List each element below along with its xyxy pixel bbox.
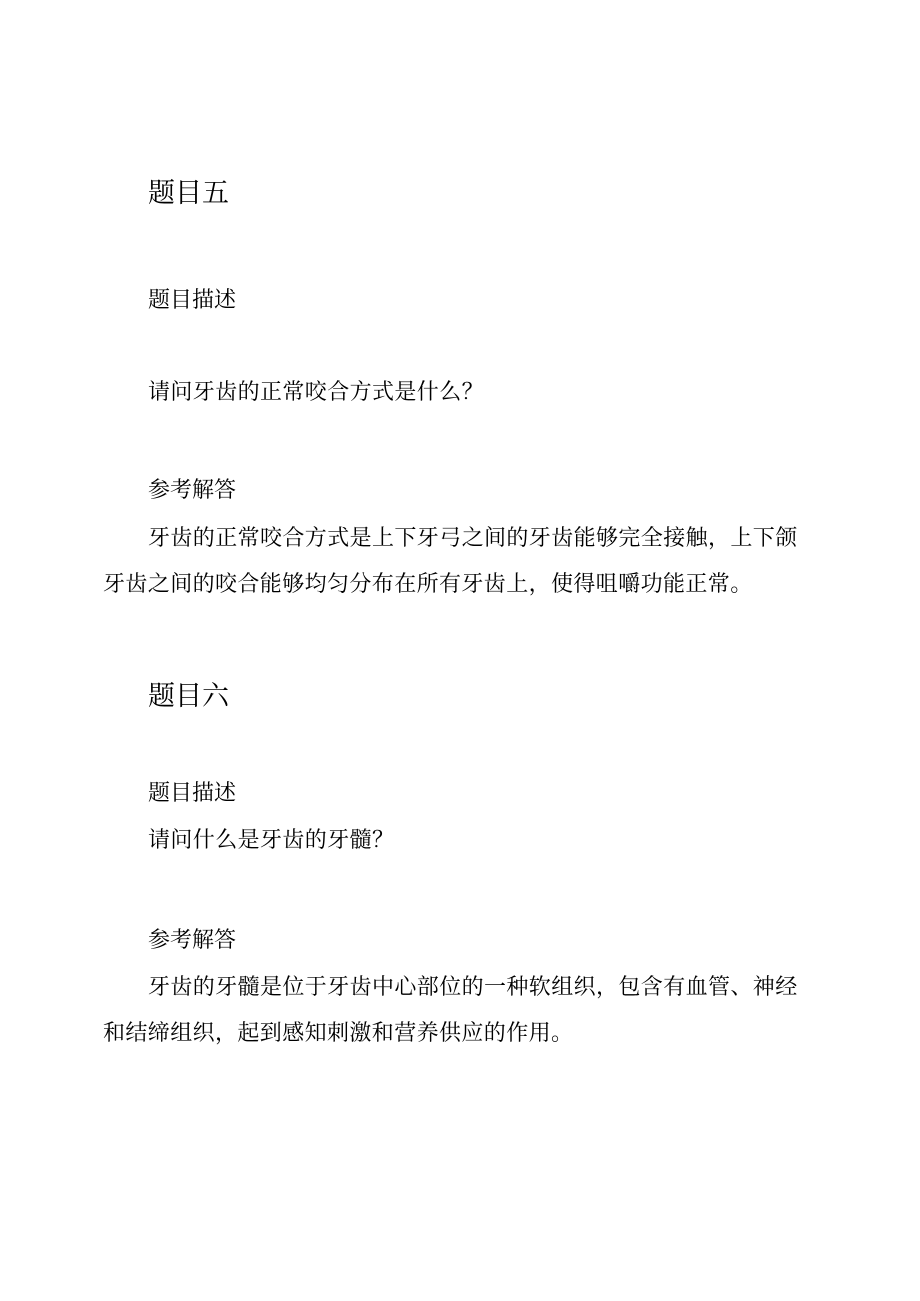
- answer-line: 和结缔组织，起到感知刺激和营养供应的作用。: [103, 1021, 574, 1046]
- question-text: 请问牙齿的正常咬合方式是什么？: [148, 380, 485, 405]
- question-text: 请问什么是牙齿的牙髓？: [148, 828, 395, 853]
- description-heading: 题目描述: [148, 288, 237, 313]
- answer-line: 牙齿之间的咬合能够均匀分布在所有牙齿上，使得咀嚼功能正常。: [103, 572, 753, 597]
- section-title: 题目五: [148, 178, 229, 209]
- section-title: 题目六: [148, 681, 229, 712]
- answer-line: 牙齿的牙髓是位于牙齿中心部位的一种软组织，包含有血管、神经: [148, 975, 798, 1000]
- description-heading: 题目描述: [148, 781, 237, 806]
- answer-heading: 参考解答: [148, 928, 237, 953]
- answer-heading: 参考解答: [148, 478, 237, 503]
- answer-line: 牙齿的正常咬合方式是上下牙弓之间的牙齿能够完全接触，上下颌: [148, 526, 798, 551]
